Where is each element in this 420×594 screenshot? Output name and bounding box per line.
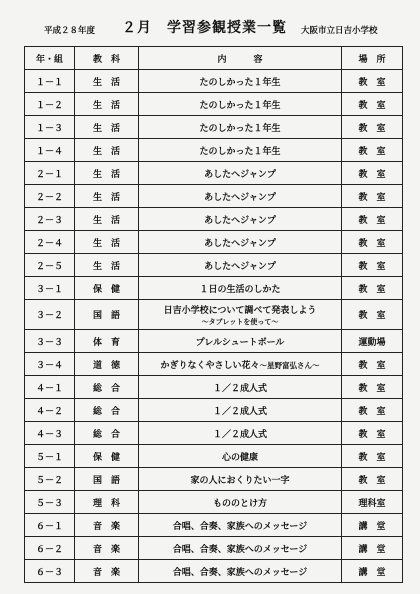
grade-cell: ２－３ <box>25 208 75 231</box>
content-subtitle: ～タブレットを使って～ <box>201 317 279 326</box>
place-cell: 教 室 <box>342 93 403 116</box>
place-cell: 教 室 <box>342 422 403 445</box>
place-cell: 教 室 <box>342 185 403 208</box>
table-row <box>25 330 403 353</box>
content-cell <box>139 70 342 93</box>
grade-cell: ４－２ <box>25 399 75 422</box>
schedule-table <box>24 46 403 583</box>
table-body <box>25 70 403 583</box>
content-text: たのしかった１年生 <box>199 146 281 157</box>
place-cell: 講 堂 <box>342 514 403 537</box>
grade-cell: １－３ <box>25 116 75 139</box>
table-row <box>25 300 403 330</box>
subject-cell: 総 合 <box>75 376 139 399</box>
grade-cell: ４－３ <box>25 422 75 445</box>
content-text: 日吉小学校について調べて発表しよう <box>163 305 317 316</box>
place-cell: 教 室 <box>342 300 403 330</box>
table-row <box>25 353 403 376</box>
content-cell <box>139 399 342 422</box>
table-row <box>25 231 403 254</box>
content-tail-text: ～星野富弘さん～ <box>259 360 320 370</box>
place-cell: 教 室 <box>342 399 403 422</box>
grade-cell: ５－１ <box>25 445 75 468</box>
table-row <box>25 514 403 537</box>
content-cell <box>139 445 342 468</box>
content-cell <box>139 300 342 330</box>
table-row <box>25 399 403 422</box>
grade-cell: ２－４ <box>25 231 75 254</box>
content-cell <box>139 208 342 231</box>
content-text: あしたへジャンプ <box>204 261 276 272</box>
place-cell: 理科室 <box>342 491 403 514</box>
content-cell <box>139 537 342 560</box>
subject-cell: 国 語 <box>75 468 139 491</box>
place-cell: 教 室 <box>342 162 403 185</box>
grade-cell: １－２ <box>25 93 75 116</box>
place-cell: 教 室 <box>342 208 403 231</box>
grade-cell: ２－２ <box>25 185 75 208</box>
subject-cell: 体 育 <box>75 330 139 353</box>
content-text: １日の生活のしかた <box>199 284 281 295</box>
subject-cell: 理 科 <box>75 491 139 514</box>
content-text: たのしかった１年生 <box>199 77 281 88</box>
table-row <box>25 560 403 583</box>
grade-cell: ３－１ <box>25 277 75 300</box>
content-cell <box>139 139 342 162</box>
table-row <box>25 185 403 208</box>
content-text: １／２成人式 <box>212 406 267 417</box>
content-text: １／２成人式 <box>212 383 267 394</box>
content-text: 合唱、合奏、家族へのメッセージ <box>172 544 308 555</box>
place-cell: 教 室 <box>342 468 403 491</box>
page-title: ２月 学習参観授業一覧 <box>122 20 287 36</box>
column-header-grade: 年・組 <box>25 47 75 70</box>
grade-cell: ６－２ <box>25 537 75 560</box>
subject-cell: 生 活 <box>75 162 139 185</box>
table-row <box>25 422 403 445</box>
grade-cell: ３－３ <box>25 330 75 353</box>
subject-cell: 生 活 <box>75 254 139 277</box>
subject-cell: 保 健 <box>75 277 139 300</box>
content-text: あしたへジャンプ <box>204 238 276 249</box>
content-cell <box>139 468 342 491</box>
table-row <box>25 254 403 277</box>
subject-cell: 生 活 <box>75 93 139 116</box>
subject-cell: 保 健 <box>75 445 139 468</box>
grade-cell: ３－４ <box>25 353 75 376</box>
place-cell: 教 室 <box>342 277 403 300</box>
place-cell: 教 室 <box>342 254 403 277</box>
content-text: １／２成人式 <box>212 429 267 440</box>
content-text: 心の健康 <box>221 452 258 463</box>
content-text: たのしかった１年生 <box>199 100 281 111</box>
grade-cell: １－１ <box>25 70 75 93</box>
content-cell <box>139 560 342 583</box>
content-cell <box>139 162 342 185</box>
content-cell <box>139 93 342 116</box>
content-text: 合唱、合奏、家族へのメッセージ <box>172 567 308 578</box>
place-cell: 教 室 <box>342 139 403 162</box>
place-cell: 教 室 <box>342 353 403 376</box>
column-header-content: 内 容 <box>139 47 342 70</box>
subject-cell: 生 活 <box>75 116 139 139</box>
table-row <box>25 116 403 139</box>
content-text: プレルシュートボール <box>195 337 285 348</box>
grade-cell: ２－１ <box>25 162 75 185</box>
grade-cell: ３－２ <box>25 300 75 330</box>
table-header-row <box>25 47 403 70</box>
place-cell: 教 室 <box>342 445 403 468</box>
grade-cell: １－４ <box>25 139 75 162</box>
subject-cell: 総 合 <box>75 399 139 422</box>
subject-cell: 音 楽 <box>75 537 139 560</box>
subject-cell: 音 楽 <box>75 514 139 537</box>
content-cell <box>139 254 342 277</box>
content-text: かぎりなくやさしい花々 <box>160 360 260 371</box>
place-cell: 教 室 <box>342 376 403 399</box>
table-row <box>25 93 403 116</box>
grade-cell: ５－３ <box>25 491 75 514</box>
table-row <box>25 139 403 162</box>
content-cell <box>139 330 342 353</box>
subject-cell: 生 活 <box>75 139 139 162</box>
table-row <box>25 70 403 93</box>
content-cell <box>139 422 342 445</box>
grade-cell: ６－１ <box>25 514 75 537</box>
subject-cell: 生 活 <box>75 185 139 208</box>
grade-cell: ５－２ <box>25 468 75 491</box>
column-header-place: 場 所 <box>342 47 403 70</box>
content-text: 家の人におくりたい一字 <box>190 475 290 486</box>
column-header-subject: 教 科 <box>75 47 139 70</box>
place-cell: 教 室 <box>342 70 403 93</box>
place-cell: 運動場 <box>342 330 403 353</box>
content-cell <box>139 353 342 376</box>
content-text: たのしかった１年生 <box>199 123 281 134</box>
content-text: 合唱、合奏、家族へのメッセージ <box>172 521 308 532</box>
content-text: あしたへジャンプ <box>204 192 276 203</box>
place-cell: 講 堂 <box>342 560 403 583</box>
table-row <box>25 208 403 231</box>
content-cell <box>139 116 342 139</box>
place-cell: 教 室 <box>342 116 403 139</box>
table-row <box>25 491 403 514</box>
table-row <box>25 162 403 185</box>
place-cell: 教 室 <box>342 231 403 254</box>
subject-cell: 生 活 <box>75 231 139 254</box>
content-cell <box>139 376 342 399</box>
content-cell <box>139 514 342 537</box>
grade-cell: ４－１ <box>25 376 75 399</box>
table-row <box>25 537 403 560</box>
fiscal-year-label: 平成２８年度 <box>44 26 96 36</box>
subject-cell: 音 楽 <box>75 560 139 583</box>
subject-cell: 総 合 <box>75 422 139 445</box>
subject-cell: 道 徳 <box>75 353 139 376</box>
place-cell: 講 堂 <box>342 537 403 560</box>
table-row <box>25 277 403 300</box>
school-name: 大阪市立日吉小学校 <box>301 26 378 36</box>
content-cell <box>139 491 342 514</box>
grade-cell: ２－５ <box>25 254 75 277</box>
table-row <box>25 468 403 491</box>
table-row <box>25 376 403 399</box>
content-cell <box>139 185 342 208</box>
subject-cell: 生 活 <box>75 70 139 93</box>
content-text: あしたへジャンプ <box>204 169 276 180</box>
content-text: もののとけ方 <box>212 498 267 509</box>
content-text: あしたへジャンプ <box>204 215 276 226</box>
subject-cell: 生 活 <box>75 208 139 231</box>
grade-cell: ６－３ <box>25 560 75 583</box>
content-cell <box>139 277 342 300</box>
table-row <box>25 445 403 468</box>
subject-cell: 国 語 <box>75 300 139 330</box>
content-cell <box>139 231 342 254</box>
